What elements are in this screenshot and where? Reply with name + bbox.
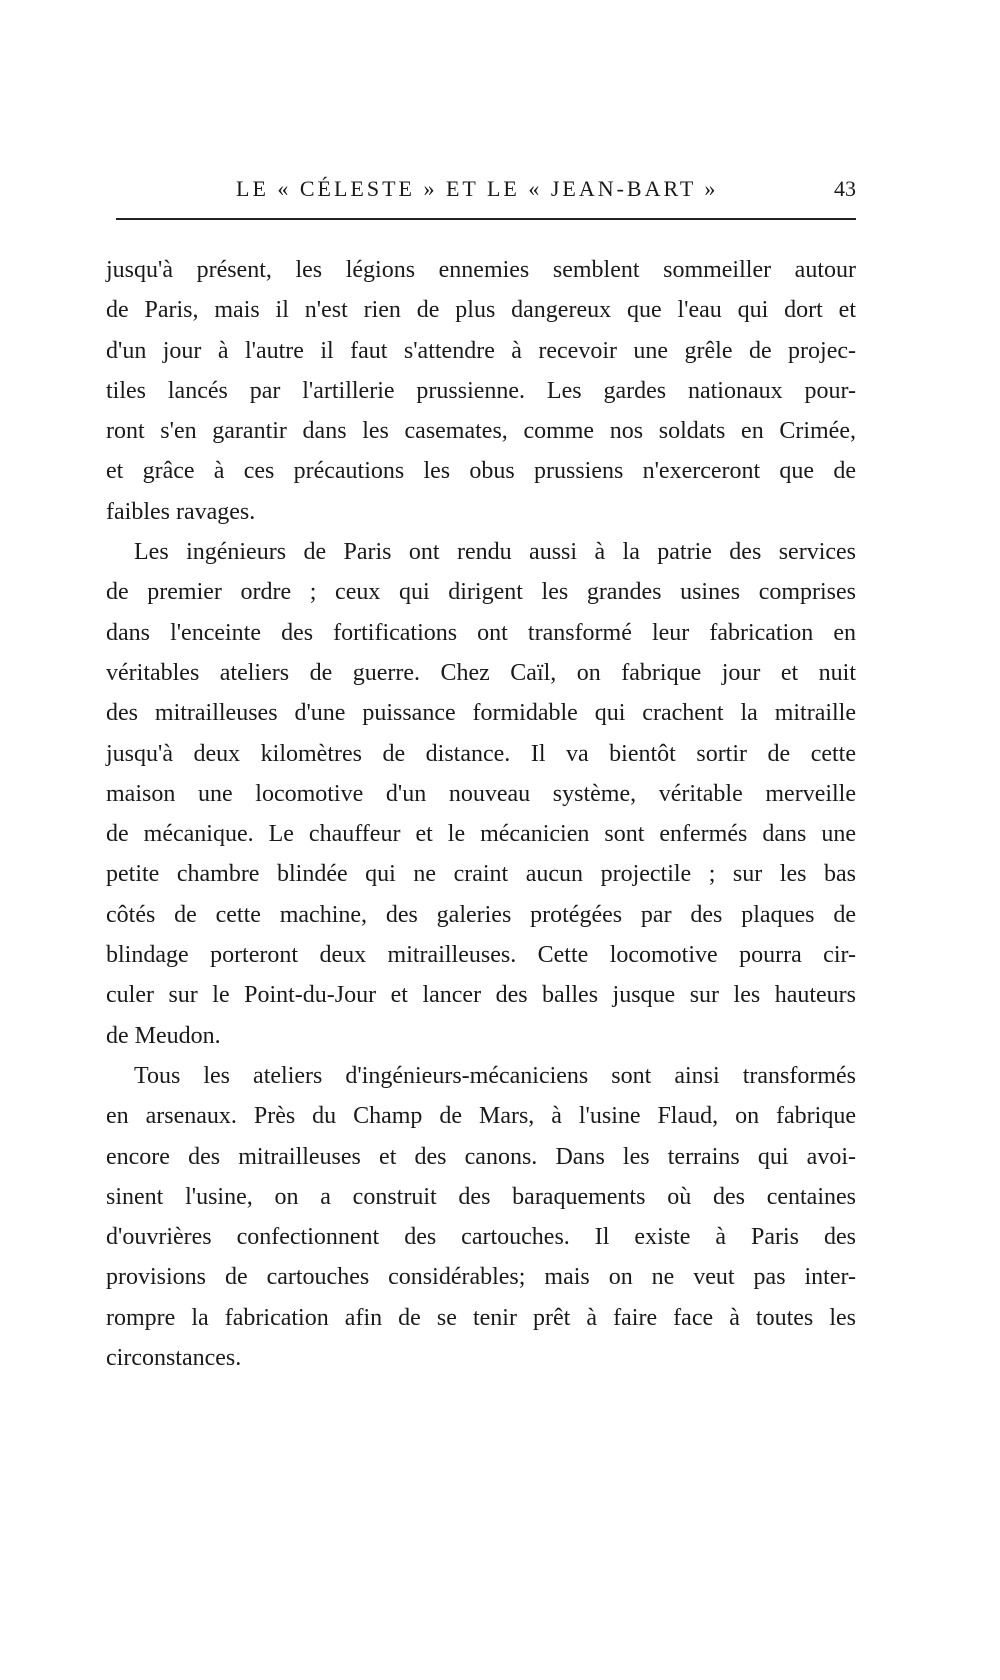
text-line: ront s'en garantir dans les casemates, comme nos soldats en Crimée, (106, 418, 856, 445)
text-line: sinent l'usine, on a construit des baraquements où des centaines (106, 1183, 856, 1210)
running-head (116, 176, 856, 206)
text-line: côtés de cette machine, des galeries protégées par des plaques de (106, 901, 856, 928)
page-number: 43 (834, 176, 856, 201)
text-line: Tous les ateliers d'ingénieurs-mécaniciens sont ainsi transformés (134, 1062, 856, 1089)
paragraph (106, 250, 856, 532)
text-line: faibles ravages. (106, 498, 256, 525)
text-line: jusqu'à deux kilomètres de distance. Il va bientôt sortir de cette (106, 740, 856, 767)
text-line: rompre la fabrication afin de se tenir prêt à faire face à toutes les (106, 1304, 856, 1331)
body-text (106, 250, 856, 1378)
text-line: de mécanique. Le chauffeur et le mécanicien sont enfermés dans une (106, 821, 856, 848)
text-line: encore des mitrailleuses et des canons. Dans les terrains qui avoi- (106, 1143, 856, 1170)
text-line: circonstances. (106, 1345, 242, 1372)
header-rule (116, 218, 856, 220)
paragraph (106, 1056, 856, 1378)
text-line: blindage porteront deux mitrailleuses. Cette locomotive pourra cir- (106, 942, 856, 969)
text-line: jusqu'à présent, les légions ennemies semblent sommeiller autour (106, 257, 856, 283)
text-line: tiles lancés par l'artillerie prussienne. Les gardes nationaux pour- (106, 377, 856, 404)
text-line: véritables ateliers de guerre. Chez Caïl, on fabrique jour et nuit (106, 659, 856, 686)
text-line: petite chambre blindée qui ne craint aucun projectile ; sur les bas (106, 861, 856, 888)
text-line: des mitrailleuses d'une puissance formidable qui crachent la mitraille (106, 700, 856, 727)
text-line: et grâce à ces précautions les obus prussiens n'exerceront que de (106, 458, 856, 485)
text-line: de premier ordre ; ceux qui dirigent les grandes usines comprises (106, 579, 856, 606)
text-line: dans l'enceinte des fortifications ont transformé leur fabrication en (106, 619, 856, 646)
text-line: maison une locomotive d'un nouveau système, véritable merveille (106, 780, 856, 807)
text-line: de Meudon. (106, 1022, 221, 1049)
text-line: d'un jour à l'autre il faut s'attendre à recevoir une grêle de projec- (106, 337, 856, 364)
text-line: Les ingénieurs de Paris ont rendu aussi à la patrie des services (134, 539, 856, 566)
paragraph (106, 532, 856, 1056)
text-line: d'ouvrières confectionnent des cartouches. Il existe à Paris des (106, 1224, 856, 1251)
text-line: provisions de cartouches considérables; mais on ne veut pas inter- (106, 1264, 856, 1291)
text-line: culer sur le Point-du-Jour et lancer des balles jusque sur les hauteurs (106, 982, 856, 1009)
text-line: en arsenaux. Près du Champ de Mars, à l'usine Flaud, on fabrique (106, 1103, 856, 1130)
running-title: LE « CÉLESTE » ET LE « JEAN-BART » (236, 176, 719, 201)
text-line: de Paris, mais il n'est rien de plus dangereux que l'eau qui dort et (106, 297, 856, 324)
